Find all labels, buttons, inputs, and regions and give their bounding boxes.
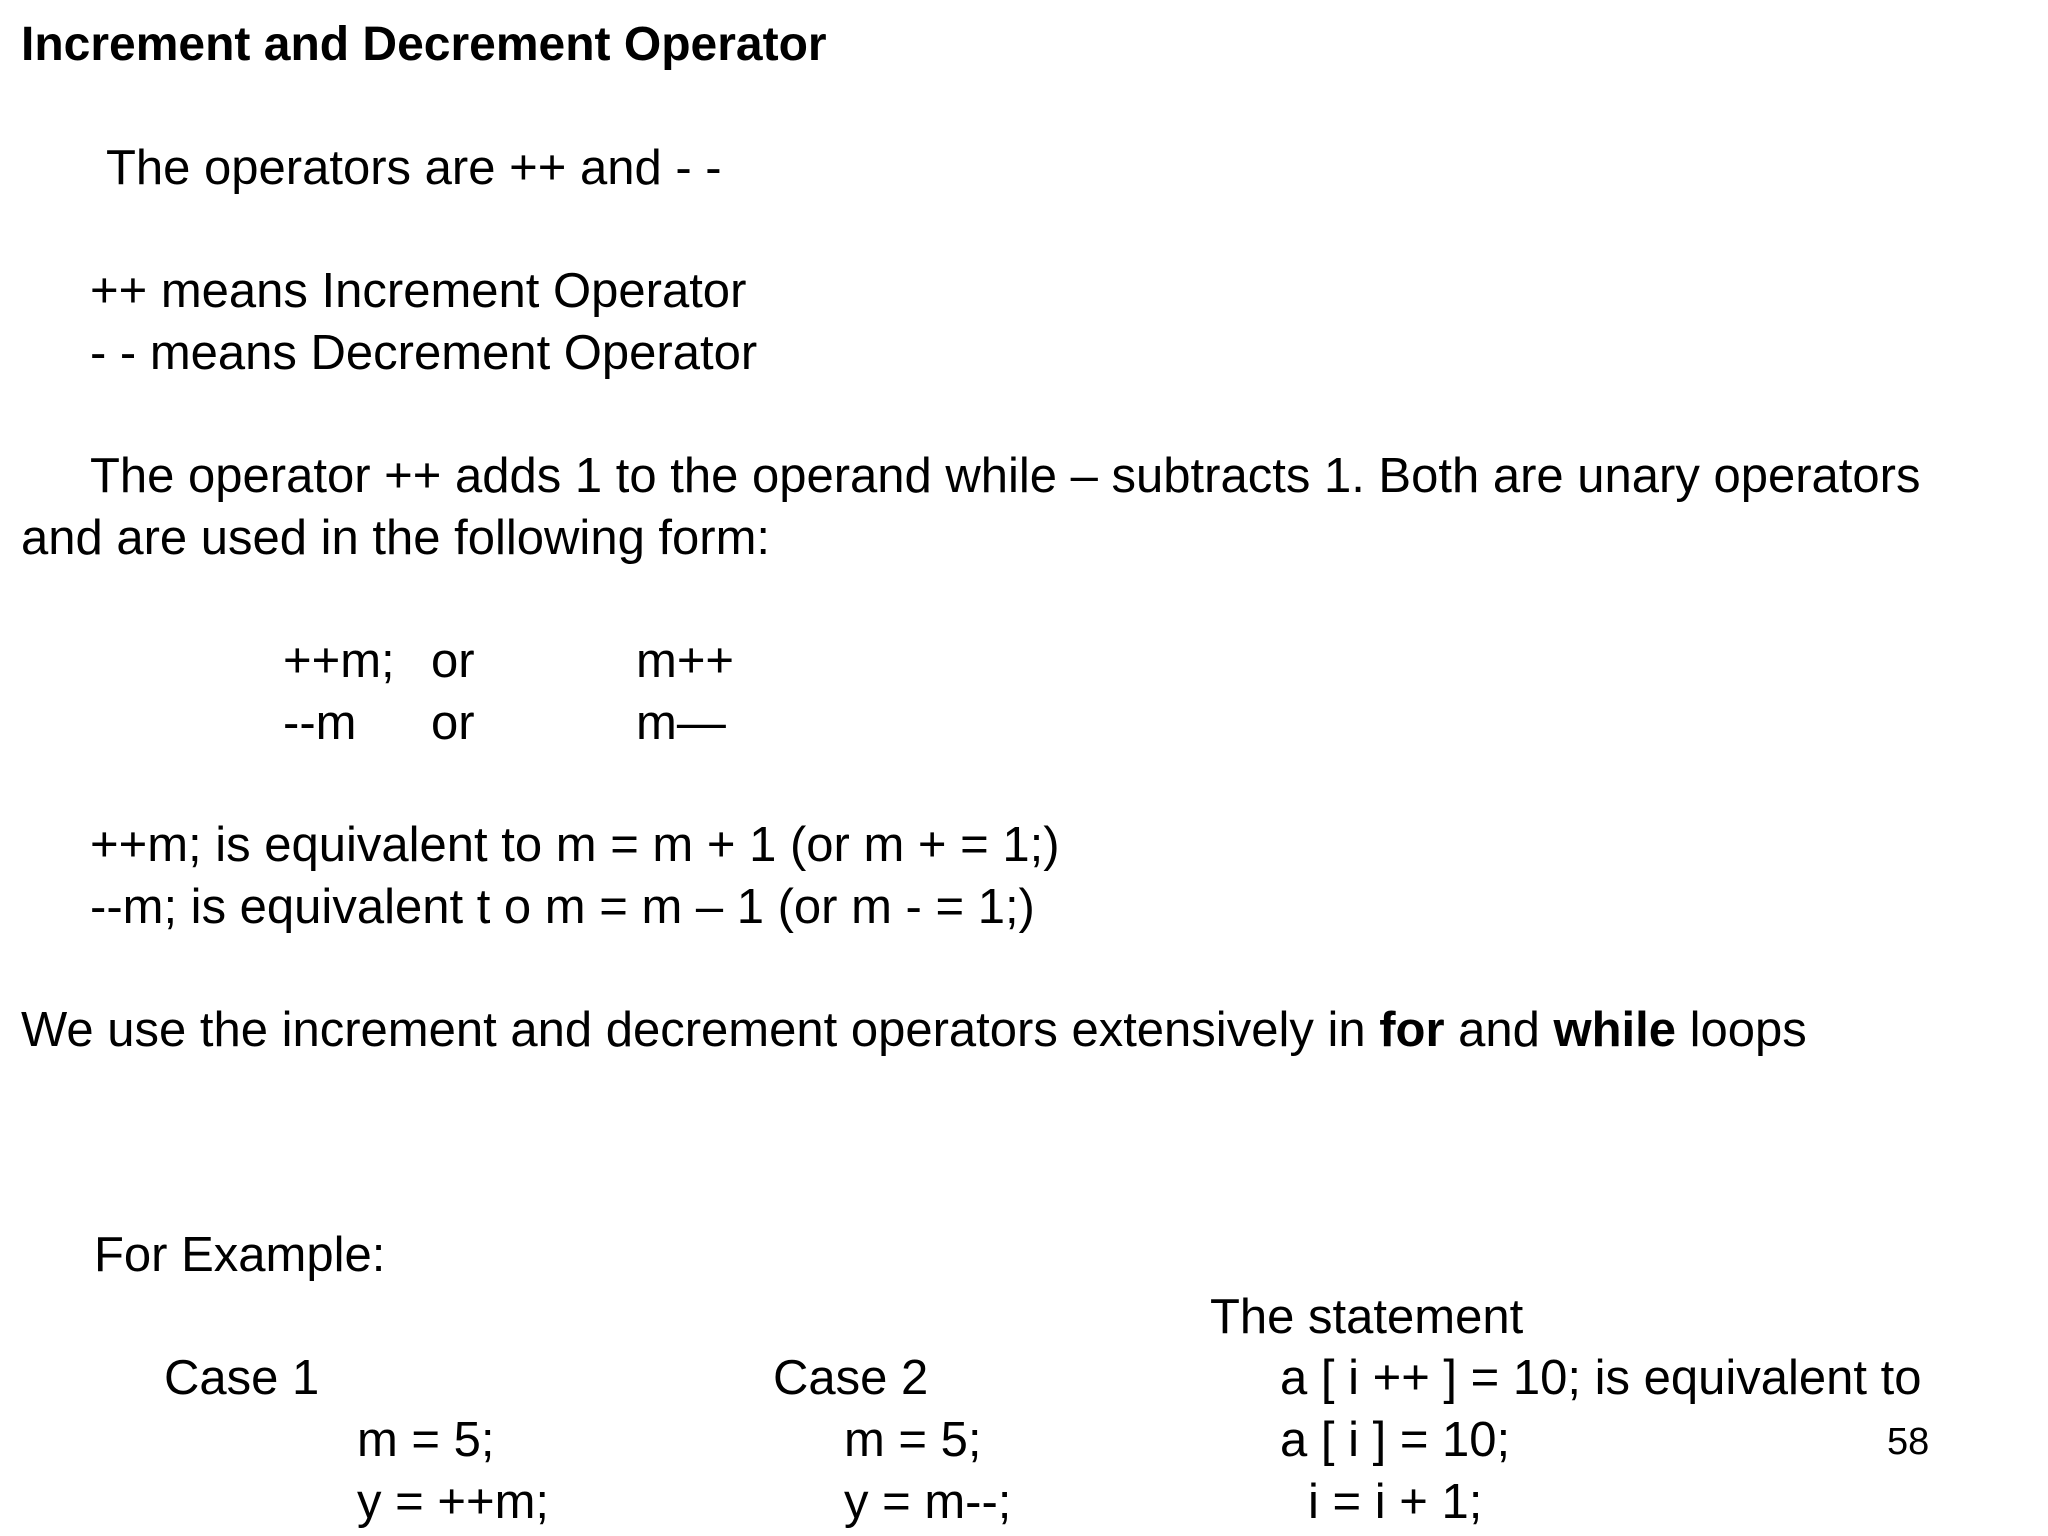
usage-before: We use the increment and decrement operators extensively in <box>21 1003 1380 1057</box>
case-1-line-2: y = ++m; <box>357 1475 550 1529</box>
equivalence-increment: ++m; is equivalent to m = m + 1 (or m + = 1;) <box>90 818 1060 872</box>
slide-title: Increment and Decrement Operator <box>21 18 827 71</box>
form-connector: or <box>431 696 475 750</box>
case-1-label: Case 1 <box>164 1351 320 1405</box>
statement-line-1: a [ i ++ ] = 10; is equivalent to <box>1280 1351 1922 1405</box>
case-1-line-1: m = 5; <box>357 1413 495 1467</box>
example-heading: For Example: <box>94 1228 386 1282</box>
usage-middle: and <box>1444 1003 1554 1057</box>
increment-meaning: ++ means Increment Operator <box>90 264 747 318</box>
usage-text <box>21 1003 1807 1057</box>
keyword-for: for <box>1379 1003 1445 1057</box>
form-connector: or <box>431 634 475 688</box>
case-2-label: Case 2 <box>773 1351 929 1405</box>
statement-line-3: i = i + 1; <box>1308 1475 1483 1529</box>
usage-after: loops <box>1676 1003 1807 1057</box>
description-line-2: and are used in the following form: <box>21 511 771 565</box>
equivalence-decrement: --m; is equivalent t o m = m – 1 (or m - = 1;) <box>90 880 1035 934</box>
statement-line-2: a [ i ] = 10; <box>1280 1413 1511 1467</box>
case-2-line-1: m = 5; <box>844 1413 982 1467</box>
page-number: 58 <box>1887 1421 1930 1463</box>
form-prefix-decrement: --m <box>283 696 357 750</box>
form-prefix-increment: ++m; <box>283 634 395 688</box>
statement-heading: The statement <box>1210 1290 1524 1344</box>
description-line-1: The operator ++ adds 1 to the operand while – subtracts 1. Both are unary operators <box>90 449 1921 503</box>
case-2-line-2: y = m--; <box>844 1475 1012 1529</box>
decrement-meaning: - - means Decrement Operator <box>90 326 758 380</box>
form-postfix-increment: m++ <box>636 634 735 688</box>
intro-text: The operators are ++ and - - <box>106 141 722 195</box>
form-postfix-decrement: m— <box>636 696 726 750</box>
keyword-while: while <box>1553 1003 1677 1057</box>
